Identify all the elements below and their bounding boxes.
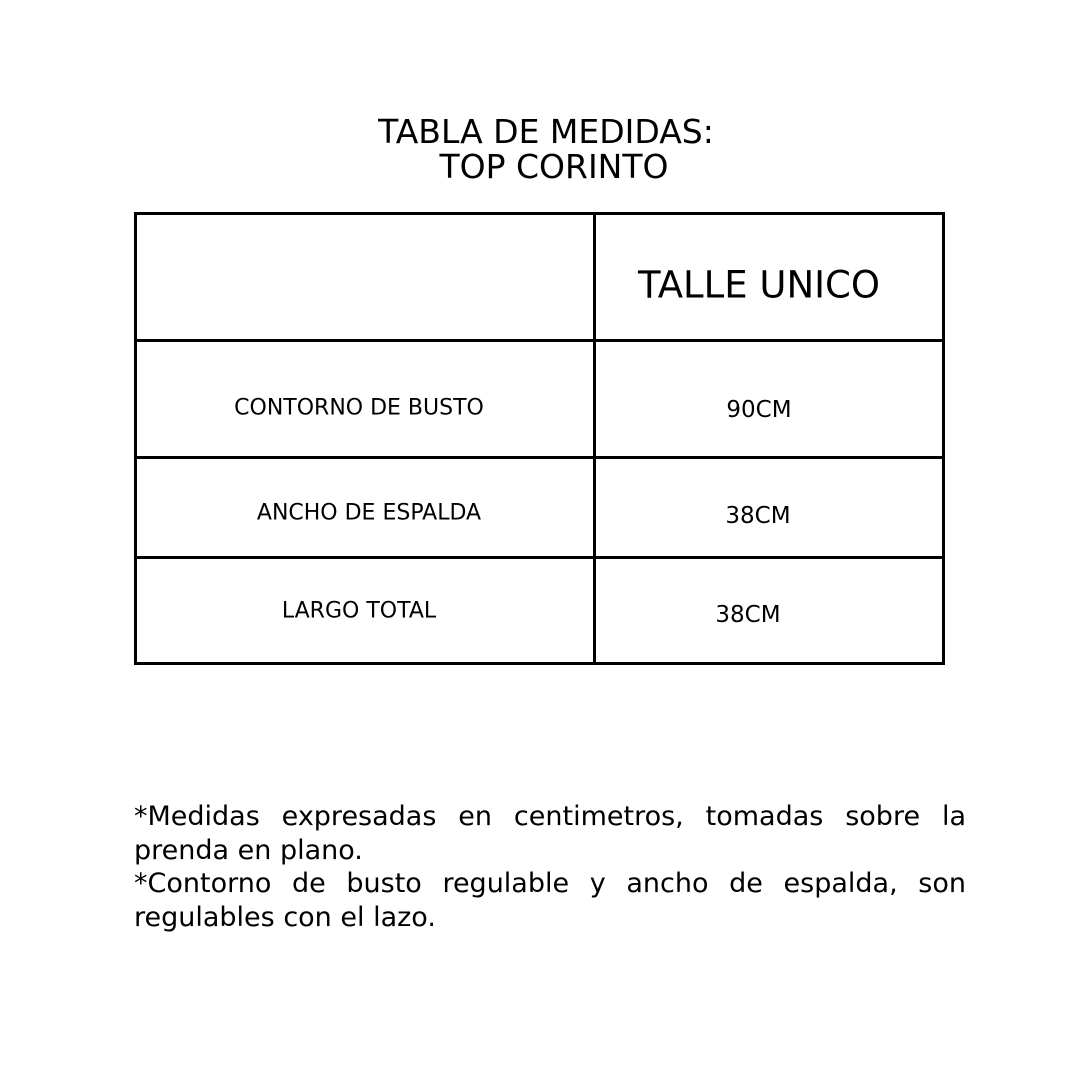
table-column-divider (593, 215, 596, 662)
row-label: CONTORNO DE BUSTO (234, 395, 484, 421)
row-value: 38CM (725, 503, 791, 529)
note-measurements: *Medidas expresadas en centimetros, tomadas sobre la prenda en plano. (134, 801, 966, 866)
row-value: 38CM (715, 602, 781, 628)
table-row-divider (137, 556, 942, 559)
header-size: TALLE UNICO (637, 263, 881, 307)
row-value: 90CM (726, 397, 792, 423)
title-line-2: TOP CORINTO (439, 147, 669, 186)
table-row-divider (137, 456, 942, 459)
measurements-table (134, 212, 945, 665)
notes (134, 800, 966, 934)
table-row-divider (137, 339, 942, 342)
title-line-1: TABLA DE MEDIDAS: (378, 112, 714, 151)
row-label: ANCHO DE ESPALDA (256, 500, 482, 526)
note-adjustable: *Contorno de busto regulable y ancho de espalda, son regulables con el lazo. (134, 868, 966, 933)
row-label: LARGO TOTAL (281, 598, 437, 624)
